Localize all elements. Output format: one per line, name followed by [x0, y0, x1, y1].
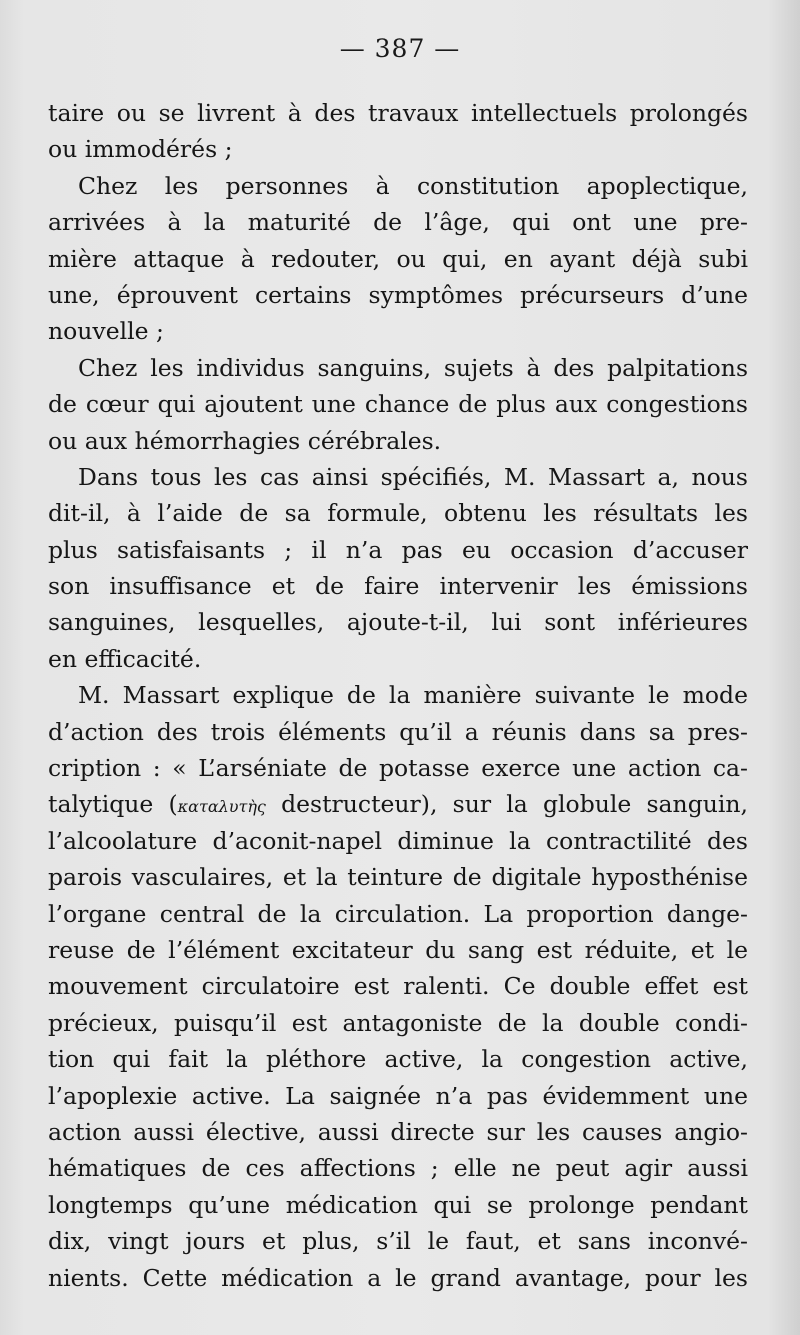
text-line: ou aux hémorrhagies cérébrales. — [48, 426, 442, 455]
text-line: tion qui fait la pléthore active, la congestion active, — [48, 1045, 748, 1074]
text-line: Chez les individus sanguins, sujets à des palpitations — [78, 353, 748, 382]
text-line: précieux, puisqu’il est antagoniste de la double condi- — [48, 1008, 748, 1037]
text-line: longtemps qu’une médication qui se prolonge pendant — [48, 1190, 748, 1219]
text-line — [48, 786, 748, 822]
text-line: dit-il, à l’aide de sa formule, obtenu les résultats les — [48, 499, 748, 528]
text-line: cription : « L’arséniate de potasse exerce une action ca- — [48, 754, 748, 783]
text-line: une, éprouvent certains symptômes précurseurs d’une — [48, 280, 748, 309]
text-line: de cœur qui ajoutent une chance de plus aux congestions — [48, 390, 748, 419]
page-number: — 387 — — [339, 34, 461, 63]
greek-word: καταλυτὴς — [177, 797, 266, 817]
text-line: hématiques de ces affections ; elle ne peut agir aussi — [48, 1154, 748, 1183]
text-line: l’organe central de la circulation. La proportion dange- — [48, 899, 748, 928]
text-line: nients. Cette médication a le grand avantage, pour les — [48, 1263, 748, 1292]
text-line: dix, vingt jours et plus, s’il le faut, et sans inconvé- — [48, 1227, 748, 1256]
text-line: d’action des trois éléments qu’il a réunis dans sa pres- — [48, 717, 748, 746]
text-line: Dans tous les cas ainsi spécifiés, M. Massart a, nous — [78, 462, 748, 491]
text-line: M. Massart explique de la manière suivante le mode — [78, 681, 748, 710]
text-line: taire ou se livrent à des travaux intellectuels prolongés — [48, 99, 748, 127]
text-segment: talytique ( — [48, 790, 178, 819]
text-line: Chez les personnes à constitution apoplectique, — [78, 171, 748, 200]
text-line: ou immodérés ; — [48, 135, 233, 164]
text-line: arrivées à la maturité de l’âge, qui ont une pre- — [48, 208, 748, 237]
text-line: en efficacité. — [48, 644, 202, 673]
text-line: sanguines, lesquelles, ajoute-t-il, lui sont inférieures — [48, 608, 748, 637]
text-line: reuse de l’élément excitateur du sang est réduite, et le — [48, 935, 748, 964]
text-line: mouvement circulatoire est ralenti. Ce double effet est — [48, 972, 748, 1001]
text-line: l’apoplexie active. La saignée n’a pas évidemment une — [48, 1081, 748, 1110]
text-line: nouvelle ; — [48, 317, 164, 346]
text-segment: destructeur), sur la globule sanguin, — [265, 790, 748, 819]
text-line: mière attaque à redouter, ou qui, en ayant déjà subi — [48, 244, 748, 273]
text-line: son insuffisance et de faire intervenir les émissions — [48, 572, 748, 601]
text-line: parois vasculaires, et la teinture de digitale hyposthénise — [48, 863, 748, 892]
body-text — [48, 95, 748, 1296]
text-line: l’alcoolature d’aconit-napel diminue la contractilité des — [48, 826, 748, 855]
text-line: action aussi élective, aussi directe sur les causes angio- — [48, 1117, 748, 1146]
text-line: plus satisfaisants ; il n’a pas eu occasion d’accuser — [48, 535, 748, 564]
